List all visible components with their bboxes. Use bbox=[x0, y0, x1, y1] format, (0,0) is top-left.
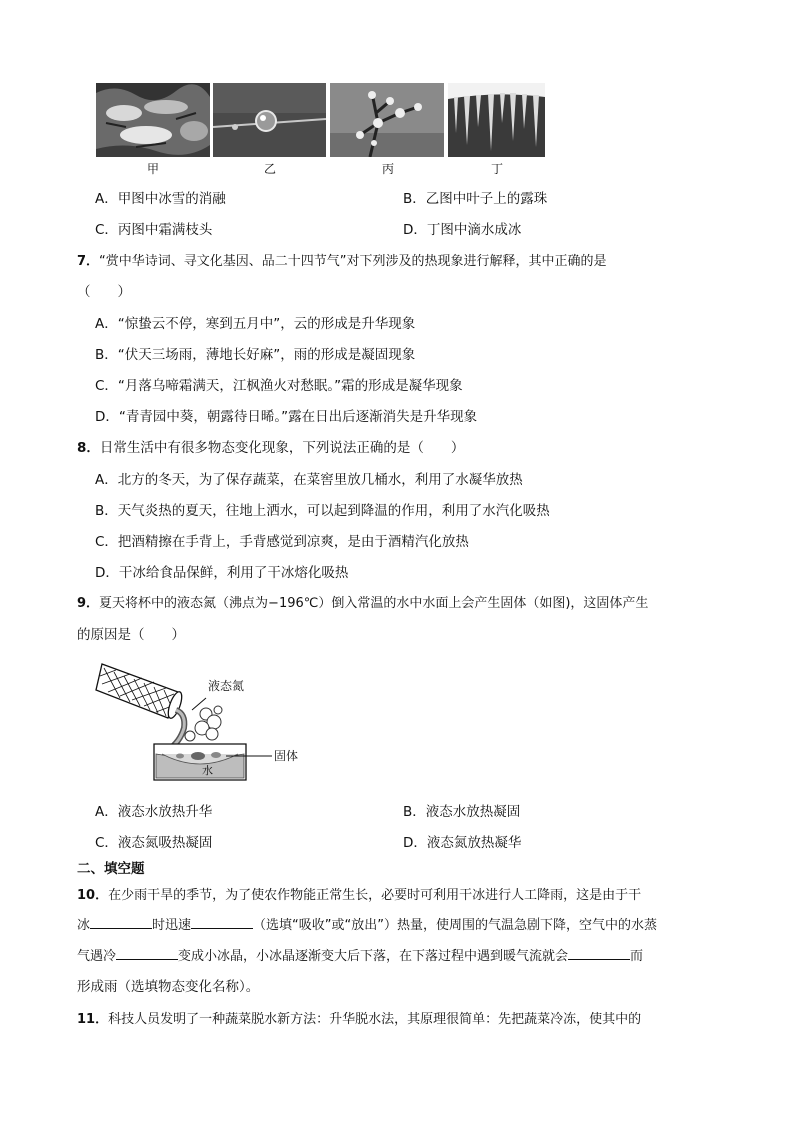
photo-frost-branch bbox=[330, 83, 444, 157]
q11-line1-text: 科技人员发明了一种蔬菜脱水新方法：升华脱水法，其原理很简单：先把蔬菜冷冻，使其中的 bbox=[108, 1012, 642, 1027]
q7-paren: （ ） bbox=[77, 284, 131, 300]
q10-line2 bbox=[77, 914, 657, 933]
q10-text-c: （选填“吸收”或“放出”）热量，使周围的气温急剧下降，空气中的水蒸 bbox=[253, 918, 657, 933]
q7-option-c: C．“月落乌啼霜满天，江枫渔火对愁眠。”霜的形成是凝华现象 bbox=[95, 378, 463, 394]
photo-dew-drop bbox=[213, 83, 326, 157]
q10-blank-2[interactable] bbox=[191, 916, 253, 929]
q7-stem-text: “赏中华诗词、寻文化基因、品二十四节气”对下列涉及的热现象进行解释，其中正确的是 bbox=[99, 254, 607, 269]
q6-option-a: A．甲图中冰雪的消融 bbox=[95, 191, 226, 207]
caption-bing: 丙 bbox=[382, 162, 395, 176]
q8-number: 8． bbox=[77, 440, 100, 456]
caption-ding: 丁 bbox=[491, 162, 504, 176]
caption-yi: 乙 bbox=[264, 162, 277, 176]
q7-option-a: A．“惊蛰云不停，寒到五月中”，云的形成是升华现象 bbox=[95, 316, 416, 332]
q9-option-a: A．液态水放热升华 bbox=[95, 804, 213, 820]
q6-option-d: D．丁图中滴水成冰 bbox=[403, 222, 522, 238]
q7-stem bbox=[77, 250, 607, 269]
q10-text-f: 而 bbox=[630, 949, 644, 964]
q9-number: 9． bbox=[77, 596, 100, 611]
q8-option-d: D．干冰给食品保鲜，利用了干冰熔化吸热 bbox=[95, 565, 349, 581]
q6-option-c: C．丙图中霜满枝头 bbox=[95, 222, 213, 238]
q11-line1 bbox=[77, 1008, 641, 1027]
q7-number: 7． bbox=[77, 254, 100, 269]
q9-stem-line2: 的原因是（ ） bbox=[77, 627, 185, 643]
photo-melting-ice bbox=[96, 83, 210, 157]
label-solid: 固体 bbox=[274, 749, 299, 763]
q10-blank-4[interactable] bbox=[568, 947, 630, 960]
q9-option-d: D．液态氮放热凝华 bbox=[403, 835, 522, 851]
q8-option-a: A．北方的冬天，为了保存蔬菜，在菜窖里放几桶水，利用了水凝华放热 bbox=[95, 472, 523, 488]
q7-option-b: B．“伏天三场雨，薄地长好麻”，雨的形成是凝固现象 bbox=[95, 347, 416, 363]
q10-text-b: 时迅速 bbox=[152, 918, 192, 933]
label-water: 水 bbox=[202, 764, 213, 777]
q8-option-b: B．天气炎热的夏天，往地上洒水，可以起到降温的作用，利用了水汽化吸热 bbox=[95, 503, 550, 519]
q7-option-d: D．“青青园中葵，朝露待日晞。”露在日出后逐渐消失是升华现象 bbox=[95, 409, 478, 425]
caption-jia: 甲 bbox=[147, 162, 160, 176]
q10-text-e: 变成小冰晶，小冰晶逐渐变大后下落，在下落过程中遇到暖气流就会 bbox=[178, 949, 569, 964]
q10-number: 10． bbox=[77, 888, 109, 903]
q10-line1-text: 在少雨干旱的季节，为了使农作物能正常生长，必要时可利用干冰进行人工降雨，这是由于干 bbox=[108, 888, 642, 903]
q10-blank-1[interactable] bbox=[90, 916, 152, 929]
q8-option-c: C．把酒精擦在手背上，手背感觉到凉爽，是由于酒精汽化放热 bbox=[95, 534, 469, 550]
q10-blank-3[interactable] bbox=[116, 947, 178, 960]
section-title-fill-in: 二、填空题 bbox=[77, 861, 145, 877]
cup-icon bbox=[96, 664, 184, 720]
q10-text-d: 气遇冷 bbox=[77, 949, 117, 964]
q9-stem-line1 bbox=[77, 592, 648, 611]
q10-line4: 形成雨（选填物态变化名称）。 bbox=[77, 979, 260, 995]
q6-option-b: B．乙图中叶子上的露珠 bbox=[403, 191, 548, 207]
q9-figure bbox=[94, 652, 314, 787]
label-liquid-nitrogen: 液态氮 bbox=[208, 679, 245, 693]
q9-option-b: B．液态水放热凝固 bbox=[403, 804, 521, 820]
q9-option-c: C．液态氮吸热凝固 bbox=[95, 835, 213, 851]
q10-text-a: 冰 bbox=[77, 918, 91, 933]
q9-stem-text: 夏天将杯中的液态氮（沸点为−196℃）倒入常温的水中水面上会产生固体（如图)，这固体产生 bbox=[99, 596, 649, 611]
q8-stem-text: 日常生活中有很多物态变化现象，下列说法正确的是（ ） bbox=[99, 440, 465, 456]
q8-stem bbox=[77, 436, 464, 456]
q10-line1 bbox=[77, 884, 641, 903]
q10-line3 bbox=[77, 945, 643, 964]
photo-icicles bbox=[448, 83, 545, 157]
q11-number: 11． bbox=[77, 1012, 109, 1027]
